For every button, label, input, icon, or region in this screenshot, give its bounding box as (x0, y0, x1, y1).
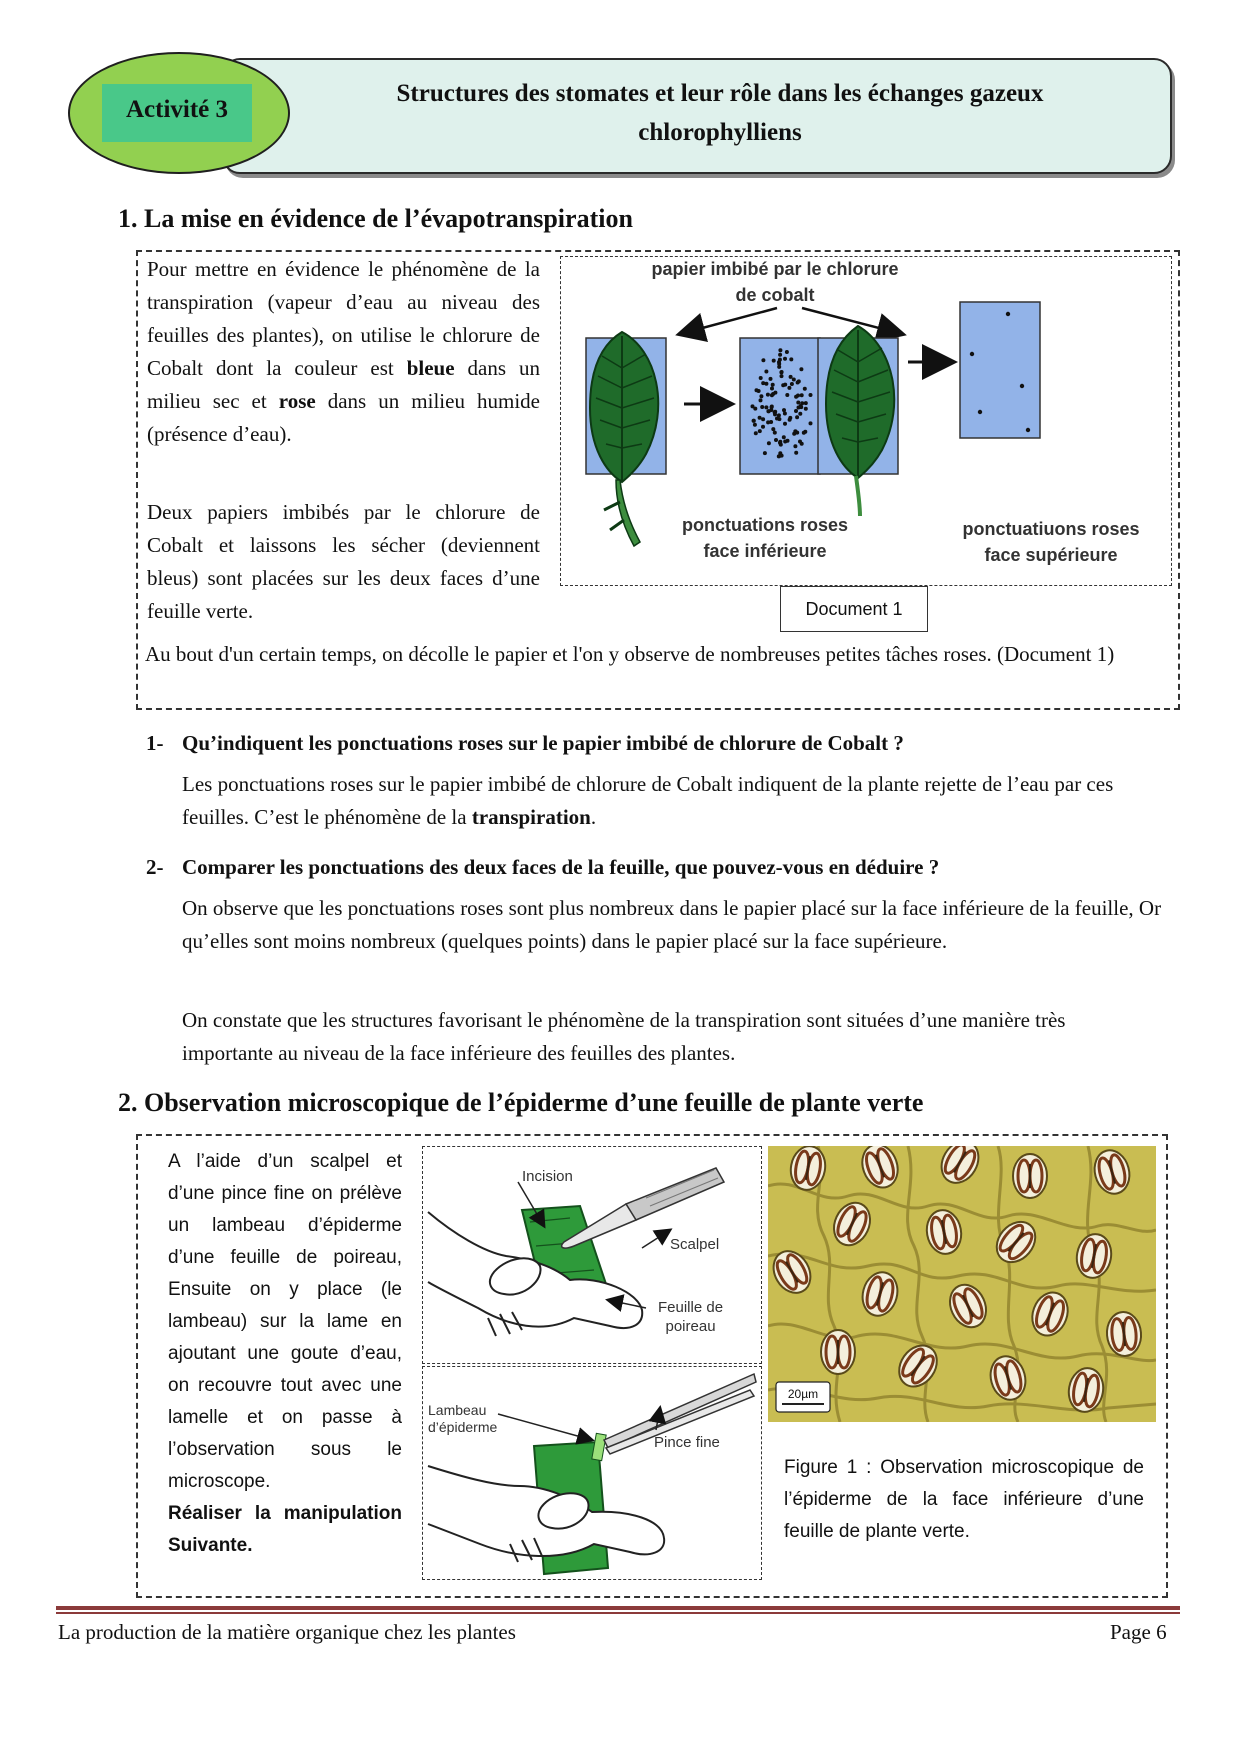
question-2-number: 2- (146, 855, 164, 879)
pink-spot (787, 386, 791, 390)
pink-spot (783, 440, 787, 444)
stomata-micrograph (768, 1146, 1156, 1422)
pink-spot (792, 378, 796, 382)
pink-spot (759, 398, 763, 402)
pink-spot (759, 394, 763, 398)
pink-spot (783, 357, 787, 361)
scalpel-label: Scalpel (670, 1236, 720, 1253)
answer-2-paragraph-2: On constate que les structures favorisant le phénomène de la transpiration sont situées d’une manière très importante au niveau de la face inférieure des feuilles des plantes. (182, 1008, 1066, 1065)
intro-text-c: dans un milieu humide (présence d’eau). (147, 389, 540, 446)
pink-spot (790, 382, 794, 386)
pink-spot (773, 431, 777, 435)
page-number: Page 6 (1110, 1620, 1167, 1644)
activity-label: Activité 3 (125, 96, 229, 123)
cobalt-paper-label-line1: papier imbibé par le chlorure (651, 259, 899, 279)
intro-text-b: dans un milieu sec et (147, 356, 540, 413)
epidermis-peel-diagram (424, 1368, 758, 1576)
epidermis-label (428, 1402, 497, 1436)
pink-spot (772, 359, 776, 363)
question-1: Qu’indiquent les ponctuations roses sur le papier imbibé de chlorure de Cobalt ? (182, 731, 904, 755)
intro-paragraph-2: Deux papiers imbibés par le chlorure de Cobalt et laissons les sécher (deviennent bleus) sont placées sur les deux faces d’une feuille verte. (147, 500, 540, 623)
pink-spot (758, 416, 762, 420)
pink-spot (761, 358, 765, 362)
pink-spot (774, 438, 778, 442)
pink-spot (777, 362, 781, 366)
pink-spot (789, 375, 793, 379)
scale-bar-label: 20µm (787, 1387, 819, 1401)
pink-spot (766, 393, 770, 397)
pink-spot (770, 393, 774, 397)
pink-spot (778, 353, 782, 357)
procedure-instruction: Réaliser la manipulation Suivante. (168, 1503, 402, 1556)
pink-spot (809, 393, 813, 397)
intro-text-a: Pour mettre en évidence le phénomène de la transpiration (vapeur d’eau au niveau des feuilles des plantes), on utilise le chlorure de Cobalt dont la couleur est (147, 257, 540, 380)
pink-spot (769, 377, 773, 381)
cobalt-paper-4-result (960, 302, 1040, 438)
pink-spot (779, 370, 783, 374)
answer-1-text: Les ponctuations roses sur le papier imbibé de chlorure de Cobalt indiquent de la plante rejette de l’eau par ces feuilles. C’est le phénomène de la (182, 772, 1114, 829)
pink-spot (799, 405, 803, 409)
leek-leaf-label (658, 1298, 723, 1336)
lower-face-label (660, 512, 870, 564)
pink-spot (761, 425, 765, 429)
footer-divider-thin (56, 1612, 1180, 1614)
pink-spot (788, 418, 792, 422)
pink-spot (782, 408, 786, 412)
pink-spot (799, 367, 803, 371)
pink-spot (794, 451, 798, 455)
title-line-2: chlorophylliens (638, 119, 802, 146)
answer-1-keyword: transpiration (471, 805, 591, 829)
pink-spot (770, 405, 774, 409)
pink-spot (770, 387, 774, 391)
pink-spot (761, 381, 765, 385)
figure-1-caption: Figure 1 : Observation microscopique de l’épiderme de la face inférieure d’une feuille de plante verte. (784, 1457, 1144, 1542)
pink-spot (751, 404, 755, 408)
document1-label: Document 1 (780, 586, 928, 632)
pink-spot (804, 407, 808, 411)
pink-spot (771, 383, 775, 387)
pink-spot (793, 444, 797, 448)
pink-spot (785, 393, 789, 397)
pink-spot (796, 401, 800, 405)
answer-2-paragraph-1: On observe que les ponctuations roses sont plus nombreux dans le papier placé sur la face inférieure de la feuille, Or qu’elles sont moins nombreux (quelques points) dans le papier placé sur la face supérieure. (182, 896, 1162, 953)
upper-face-label (936, 516, 1166, 568)
pink-spot (800, 393, 804, 397)
section1-heading: 1. La mise en évidence de l’évapotranspiration (118, 204, 633, 233)
pink-spot (809, 421, 813, 425)
pink-spot (797, 379, 801, 383)
lower-face-label-line2: face inférieure (703, 541, 827, 561)
footer-course-title: La production de la matière organique chez les plantes (58, 1620, 516, 1644)
lower-face-label-line1: ponctuations roses (681, 515, 849, 535)
pink-spot (802, 431, 806, 435)
pink-spot (763, 451, 767, 455)
pink-spot (767, 441, 771, 445)
pink-spot (789, 357, 793, 361)
keyword-rose: rose (278, 389, 316, 413)
leaf-1-icon (590, 332, 658, 546)
leek-leaf-label-line2: poireau (665, 1318, 716, 1335)
pink-spot (752, 419, 756, 423)
pink-spot (755, 388, 759, 392)
pink-spot (785, 350, 789, 354)
pink-spot (783, 422, 787, 426)
pink-spot (777, 417, 781, 421)
tweezers-label: Pince fine (654, 1434, 720, 1451)
pink-spot (780, 454, 784, 458)
question-1-number: 1- (146, 731, 164, 755)
leek-leaf-label-line1: Feuille de (658, 1299, 724, 1316)
procedure-text (168, 1146, 402, 1562)
pink-spot (771, 427, 775, 431)
leaf-2-icon (826, 326, 894, 516)
stoma (821, 1330, 855, 1374)
pink-spot (761, 417, 765, 421)
title-line-1: Structures des stomates et leur rôle dans les échanges gazeux (396, 80, 1044, 107)
cobalt-paper-label-line2: de cobalt (735, 285, 815, 305)
pink-spot (804, 401, 808, 405)
pink-spot (759, 376, 763, 380)
pink-spot (764, 405, 768, 409)
pink-spot (778, 440, 782, 444)
pink-spot (798, 412, 802, 416)
keyword-bleue: bleue (406, 356, 455, 380)
pink-spot (753, 423, 757, 427)
pink-spot (754, 431, 758, 435)
epidermis-label-line2: d’épiderme (428, 1419, 498, 1435)
pink-spot (798, 440, 802, 444)
stoma (1013, 1154, 1047, 1198)
pink-spot (778, 348, 782, 352)
pink-spot (780, 374, 784, 378)
pink-spot (803, 387, 807, 391)
procedure-steps: A l’aide d’un scalpel et d’une pince fine on prélève un lambeau d’épiderme d’une feuille de poireau, Ensuite on y place (le lambeau) sur la lame en ajoutant une goute d’eau, on recouvre tout avec une lamelle et on passe à l’observation sous le microscope. (168, 1151, 402, 1492)
observation-text: Au bout d'un certain temps, on décolle le papier et l'on y observe de nombreuses petites tâches roses. (Document 1) (145, 642, 1115, 666)
answer-1-end: . (590, 805, 597, 829)
section2-heading: 2. Observation microscopique de l’épiderme d’une feuille de plante verte (118, 1088, 924, 1117)
pink-spot (792, 432, 796, 436)
pink-spot (769, 420, 773, 424)
pink-spot (796, 394, 800, 398)
upper-face-label-line2: face supérieure (984, 545, 1118, 565)
upper-face-label-line1: ponctuatiuons roses (962, 519, 1140, 539)
epidermis-label-line1: Lambeau (428, 1402, 487, 1418)
question-2: Comparer les ponctuations des deux faces de la feuille, que pouvez-vous en déduire ? (182, 855, 940, 879)
intro-paragraph-1 (147, 253, 540, 451)
epidermis-strip (592, 1433, 606, 1460)
pink-spot (764, 370, 768, 374)
label-arrow-left (680, 308, 777, 334)
pink-spot (758, 429, 762, 433)
pink-spot (760, 405, 764, 409)
answer-1 (182, 768, 1172, 834)
pink-spot (773, 412, 777, 416)
pink-spot (782, 435, 786, 439)
incision-label: Incision (522, 1168, 573, 1185)
pink-spot (777, 413, 781, 417)
pink-spot (794, 409, 798, 413)
pink-spot (795, 415, 799, 419)
pink-spot (783, 412, 787, 416)
page-title (300, 74, 1140, 152)
pink-spot (766, 409, 770, 413)
pink-spot (783, 383, 787, 387)
footer-divider (56, 1606, 1180, 1610)
